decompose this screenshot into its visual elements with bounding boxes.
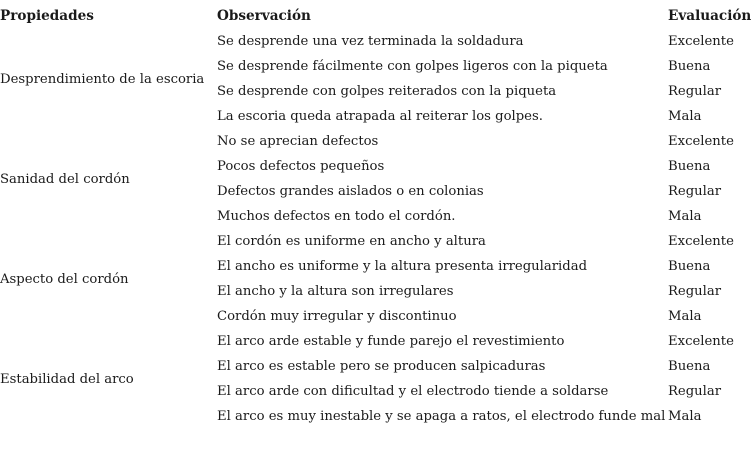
evaluation-cell: Mala bbox=[668, 209, 702, 224]
observation-cell: El arco arde estable y funde parejo el revestimiento bbox=[217, 334, 565, 349]
observation-cell: Se desprende con golpes reiterados con la piqueta bbox=[217, 84, 557, 99]
observation-cell: Cordón muy irregular y discontinuo bbox=[217, 309, 457, 324]
evaluation-cell: Excelente bbox=[668, 234, 734, 249]
observation-cell: Muchos defectos en todo el cordón. bbox=[217, 209, 456, 224]
observation-cell: Pocos defectos pequeños bbox=[217, 159, 385, 174]
evaluation-cell: Buena bbox=[668, 159, 711, 174]
evaluation-cell: Buena bbox=[668, 259, 711, 274]
observation-cell: La escoria queda atrapada al reiterar los golpes. bbox=[217, 109, 543, 124]
header-property: Propiedades bbox=[0, 8, 94, 24]
observation-cell: El arco arde con dificultad y el electrodo tiende a soldarse bbox=[217, 384, 609, 399]
property-cell: Desprendimiento de la escoria bbox=[0, 71, 205, 87]
observation-cell: Se desprende una vez terminada la soldadura bbox=[217, 34, 524, 49]
observation-cell: Se desprende fácilmente con golpes ligeros con la piqueta bbox=[217, 59, 608, 74]
table-row bbox=[0, 29, 754, 54]
header-row bbox=[0, 4, 754, 29]
observation-cell: El cordón es uniforme en ancho y altura bbox=[217, 234, 486, 249]
property-cell: Aspecto del cordón bbox=[0, 271, 129, 287]
observation-cell: No se aprecian defectos bbox=[217, 134, 379, 149]
property-cell: Estabilidad del arco bbox=[0, 371, 134, 387]
header-evaluation: Evaluación bbox=[668, 8, 752, 24]
evaluation-cell: Mala bbox=[668, 309, 702, 324]
evaluation-cell: Regular bbox=[668, 84, 722, 99]
evaluation-cell: Mala bbox=[668, 409, 702, 424]
evaluation-cell: Regular bbox=[668, 384, 722, 399]
observation-cell: Defectos grandes aislados o en colonias bbox=[217, 184, 484, 199]
evaluation-cell: Buena bbox=[668, 59, 711, 74]
table-row bbox=[0, 229, 754, 254]
evaluation-cell: Mala bbox=[668, 109, 702, 124]
evaluation-cell: Excelente bbox=[668, 34, 734, 49]
observation-cell: El ancho es uniforme y la altura presenta irregularidad bbox=[217, 259, 588, 274]
observation-cell: El arco es muy inestable y se apaga a ratos, el electrodo funde mal bbox=[217, 409, 666, 424]
table-row bbox=[0, 329, 754, 354]
evaluation-cell: Excelente bbox=[668, 134, 734, 149]
observation-cell: El ancho y la altura son irregulares bbox=[217, 284, 454, 299]
table-row bbox=[0, 129, 754, 154]
evaluation-cell: Excelente bbox=[668, 334, 734, 349]
evaluation-cell: Regular bbox=[668, 184, 722, 199]
header-observation: Observación bbox=[217, 8, 311, 24]
observation-cell: El arco es estable pero se producen salpicaduras bbox=[217, 359, 546, 374]
evaluation-cell: Regular bbox=[668, 284, 722, 299]
property-cell: Sanidad del cordón bbox=[0, 171, 130, 187]
properties-table bbox=[0, 4, 754, 429]
evaluation-cell: Buena bbox=[668, 359, 711, 374]
